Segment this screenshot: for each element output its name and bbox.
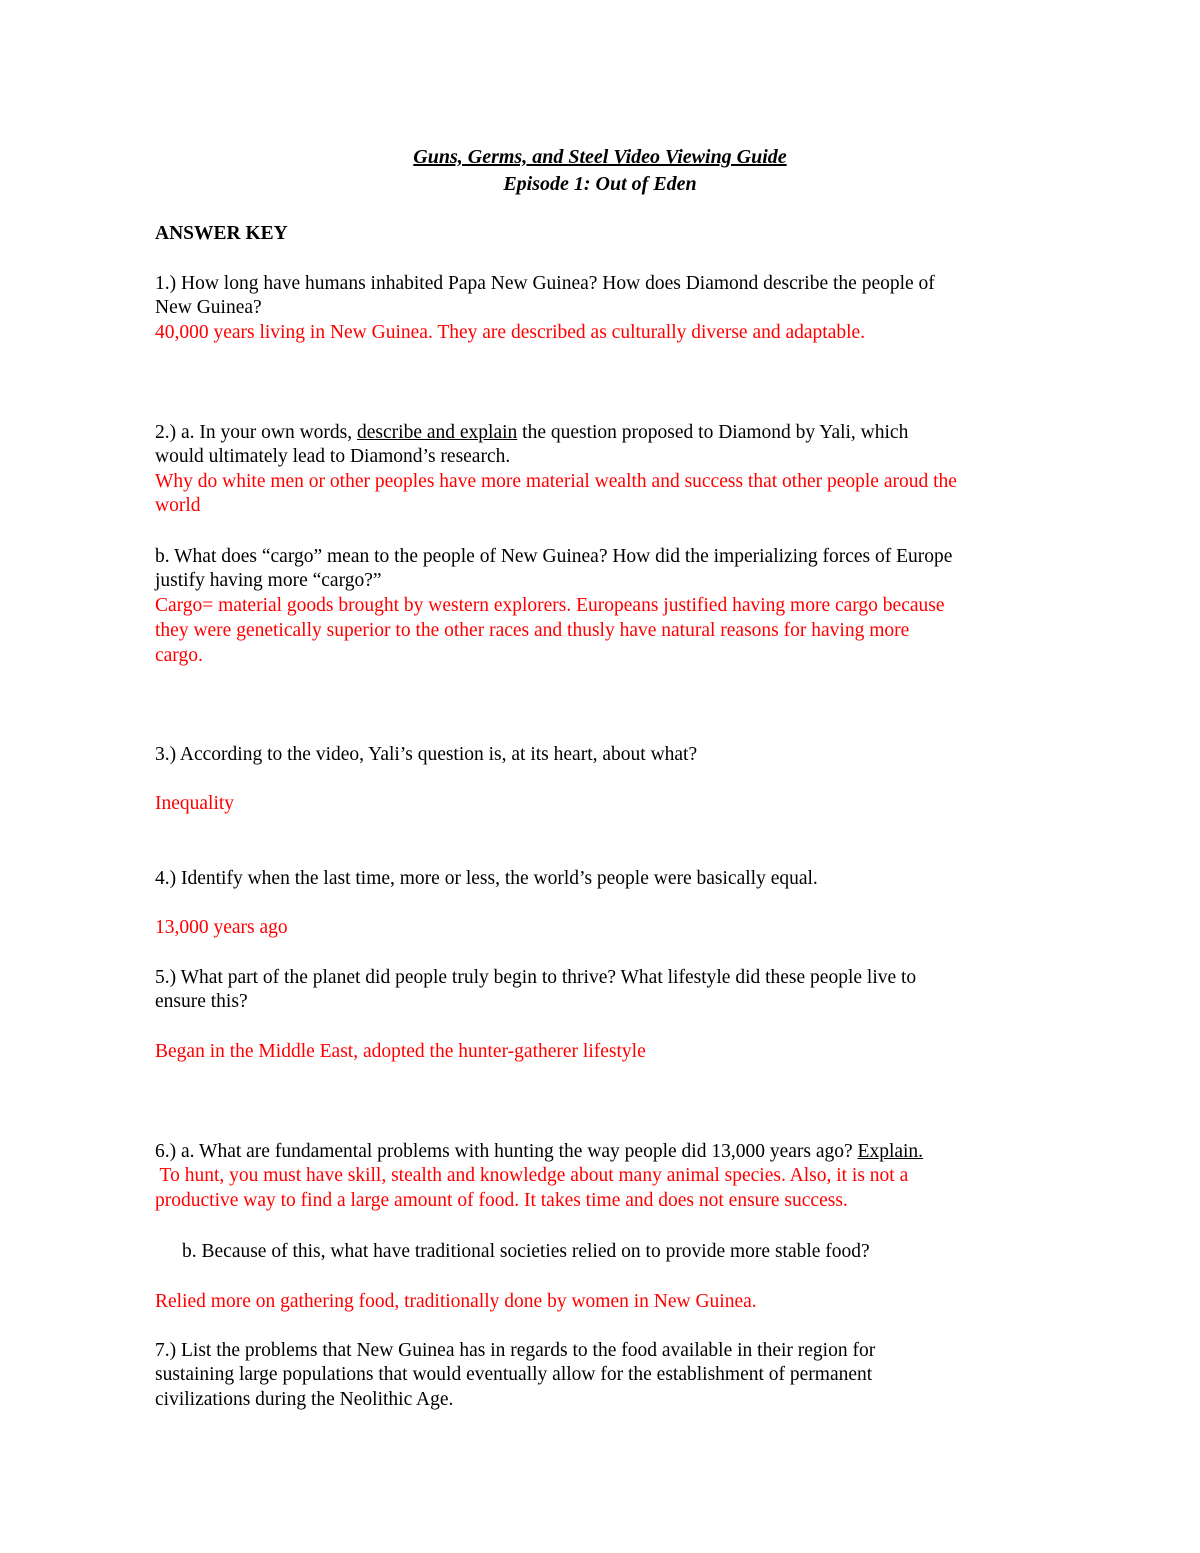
- question-2a-prefix: 2.) a. In your own words,: [155, 422, 358, 443]
- answer-6a-line-2: productive way to find a large amount of food. It takes time and does not ensure success.: [155, 1190, 848, 1211]
- question-6a-line-1: [155, 1140, 923, 1164]
- answer-1-line-1: 40,000 years living in New Guinea. They are described as culturally diverse and adaptable.: [155, 322, 866, 343]
- question-5-line-1: 5.) What part of the planet did people truly begin to thrive? What lifestyle did these people live to: [155, 967, 917, 988]
- question-7-line-1: 7.) List the problems that New Guinea has in regards to the food available in their region for: [155, 1340, 876, 1361]
- question-4-line-1: 4.) Identify when the last time, more or less, the world’s people were basically equal.: [155, 868, 818, 889]
- question-2b-line-1: b. What does “cargo” mean to the people of New Guinea? How did the imperializing forces of Europe: [155, 546, 953, 567]
- answer-6a-line-1: To hunt, you must have skill, stealth and knowledge about many animal species. Also, it is not a: [155, 1165, 909, 1186]
- answer-2b-line-2: they were genetically superior to the other races and thusly have natural reasons for having more: [155, 620, 910, 641]
- question-6b-line-1: b. Because of this, what have traditional societies relied on to provide more stable food?: [182, 1241, 870, 1262]
- question-2a-line-1: [155, 421, 908, 445]
- document-subtitle: Episode 1: Out of Eden: [503, 173, 697, 195]
- answer-4-line-1: 13,000 years ago: [155, 917, 288, 938]
- question-2a-suffix: the question proposed to Diamond by Yali, which: [517, 422, 909, 443]
- answer-2b-line-1: Cargo= material goods brought by western explorers. Europeans justified having more cargo because: [155, 595, 945, 616]
- answer-2a-line-1: Why do white men or other peoples have more material wealth and success that other people aroud the: [155, 471, 957, 492]
- question-1-line-2: New Guinea?: [155, 297, 262, 318]
- answer-2b-line-3: cargo.: [155, 645, 203, 666]
- answer-2a-line-2: world: [155, 495, 201, 516]
- question-2a-underlined: describe and explain: [357, 422, 518, 443]
- question-7-line-3: civilizations during the Neolithic Age.: [155, 1389, 454, 1410]
- document-title: Guns, Germs, and Steel Video Viewing Guide: [413, 146, 787, 168]
- answer-5-line-1: Began in the Middle East, adopted the hunter-gatherer lifestyle: [155, 1041, 646, 1062]
- question-5-line-2: ensure this?: [155, 991, 248, 1012]
- answer-6b-line-1: Relied more on gathering food, traditionally done by women in New Guinea.: [155, 1291, 757, 1312]
- question-3-line-1: 3.) According to the video, Yali’s question is, at its heart, about what?: [155, 744, 698, 765]
- question-6a-underlined: Explain.: [857, 1141, 924, 1162]
- question-1-line-1: 1.) How long have humans inhabited Papa New Guinea? How does Diamond describe the people of: [155, 273, 935, 294]
- answer-3-line-1: Inequality: [155, 793, 235, 814]
- question-2a-line-2: would ultimately lead to Diamond’s research.: [155, 446, 511, 467]
- answer-key-label: ANSWER KEY: [155, 223, 288, 244]
- question-2b-line-2: justify having more “cargo?”: [155, 570, 382, 591]
- question-7-line-2: sustaining large populations that would eventually allow for the establishment of permanent: [155, 1364, 873, 1385]
- question-6a-prefix: 6.) a. What are fundamental problems with hunting the way people did 13,000 years ago?: [155, 1141, 858, 1162]
